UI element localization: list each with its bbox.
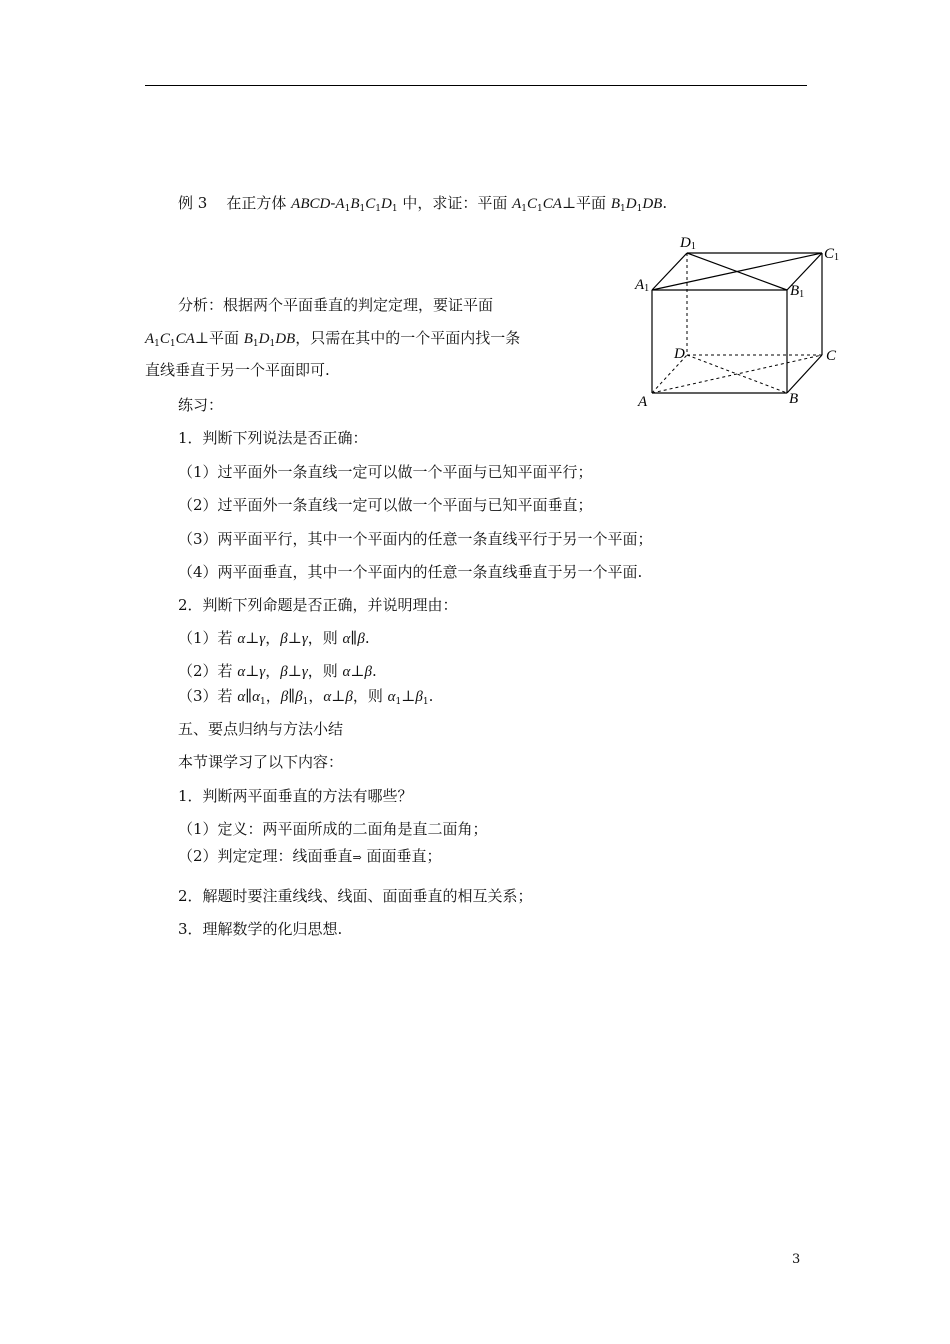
- label-b1: B1: [790, 283, 805, 300]
- analysis-line-1: 分析：根据两个平面垂直的判定定理，要证平面: [178, 296, 494, 314]
- example-label: 例 3: [178, 194, 208, 212]
- exercise-q2-item: （3）若 $\alpha\parallel\alpha_1$，$\beta\parallel\beta_1$，α⊥β，则 $\alpha_1\perp\beta_1$.: [178, 687, 434, 707]
- exercise-q1-item: （1）过平面外一条直线一定可以做一个平面与已知平面平行；: [178, 463, 593, 481]
- exercise-q1-item: （4）两平面垂直，其中一个平面内的任意一条直线垂直于另一个平面.: [178, 563, 643, 581]
- example-3-statement: 例 3 在正方体 ABCD-$A_1B_1C_1D_1$ 中，求证：平面 $A_1C_1CA\perp$平面 $B_1D_1DB$.: [178, 194, 668, 214]
- summary-point-3: 3．理解数学的化归思想.: [178, 920, 343, 938]
- label-c: C: [826, 348, 837, 364]
- summary-point-1b: （2）判定定理：线面垂直⇒ 面面垂直；: [178, 847, 442, 865]
- edge-a1-d1: [652, 253, 687, 290]
- summary-point-1: 1．判断两平面垂直的方法有哪些？: [178, 787, 413, 805]
- exercise-heading: 练习：: [178, 396, 224, 414]
- label-d1: D1: [680, 235, 696, 252]
- header-rule: [145, 85, 807, 86]
- analysis-line-2: $A_1C_1CA\perp$平面 $B_1D_1DB$，只需在其中的一个平面内找一条: [145, 329, 521, 349]
- label-d: D: [674, 346, 685, 362]
- diagonal-d1-b1: [687, 253, 787, 290]
- exercise-q1: 1．判断下列说法是否正确：: [178, 429, 368, 447]
- exercise-q2: 2．判断下列命题是否正确，并说明理由：: [178, 596, 458, 614]
- page-number: 3: [792, 1252, 801, 1267]
- cube-figure: [632, 228, 847, 413]
- summary-point-1a: （1）定义：两平面所成的二面角是直二面角；: [178, 820, 488, 838]
- summary-heading: 五、要点归纳与方法小结: [178, 720, 344, 738]
- analysis-line-3: 直线垂直于另一个平面即可.: [145, 361, 330, 379]
- implies-symbol: ⇒: [352, 851, 362, 864]
- hidden-diagonal-d-b: [687, 355, 787, 393]
- summary-point-2: 2．解题时要注重线线、线面、面面垂直的相互关系；: [178, 887, 533, 905]
- exercise-q2-item: （1）若 α⊥γ，β⊥γ，则 α∥β.: [178, 629, 370, 647]
- label-a1: A1: [635, 277, 650, 294]
- summary-intro: 本节课学习了以下内容：: [178, 753, 344, 771]
- edge-b-c: [787, 355, 822, 393]
- label-b: B: [789, 391, 799, 407]
- exercise-q1-item: （3）两平面平行，其中一个平面内的任意一条直线平行于另一个平面；: [178, 530, 653, 548]
- exercise-q2-item: （2）若 α⊥γ，β⊥γ，则 α⊥β.: [178, 662, 377, 680]
- label-c1: C1: [824, 246, 840, 263]
- label-a: A: [638, 394, 648, 410]
- exercise-q1-item: （2）过平面外一条直线一定可以做一个平面与已知平面垂直；: [178, 496, 593, 514]
